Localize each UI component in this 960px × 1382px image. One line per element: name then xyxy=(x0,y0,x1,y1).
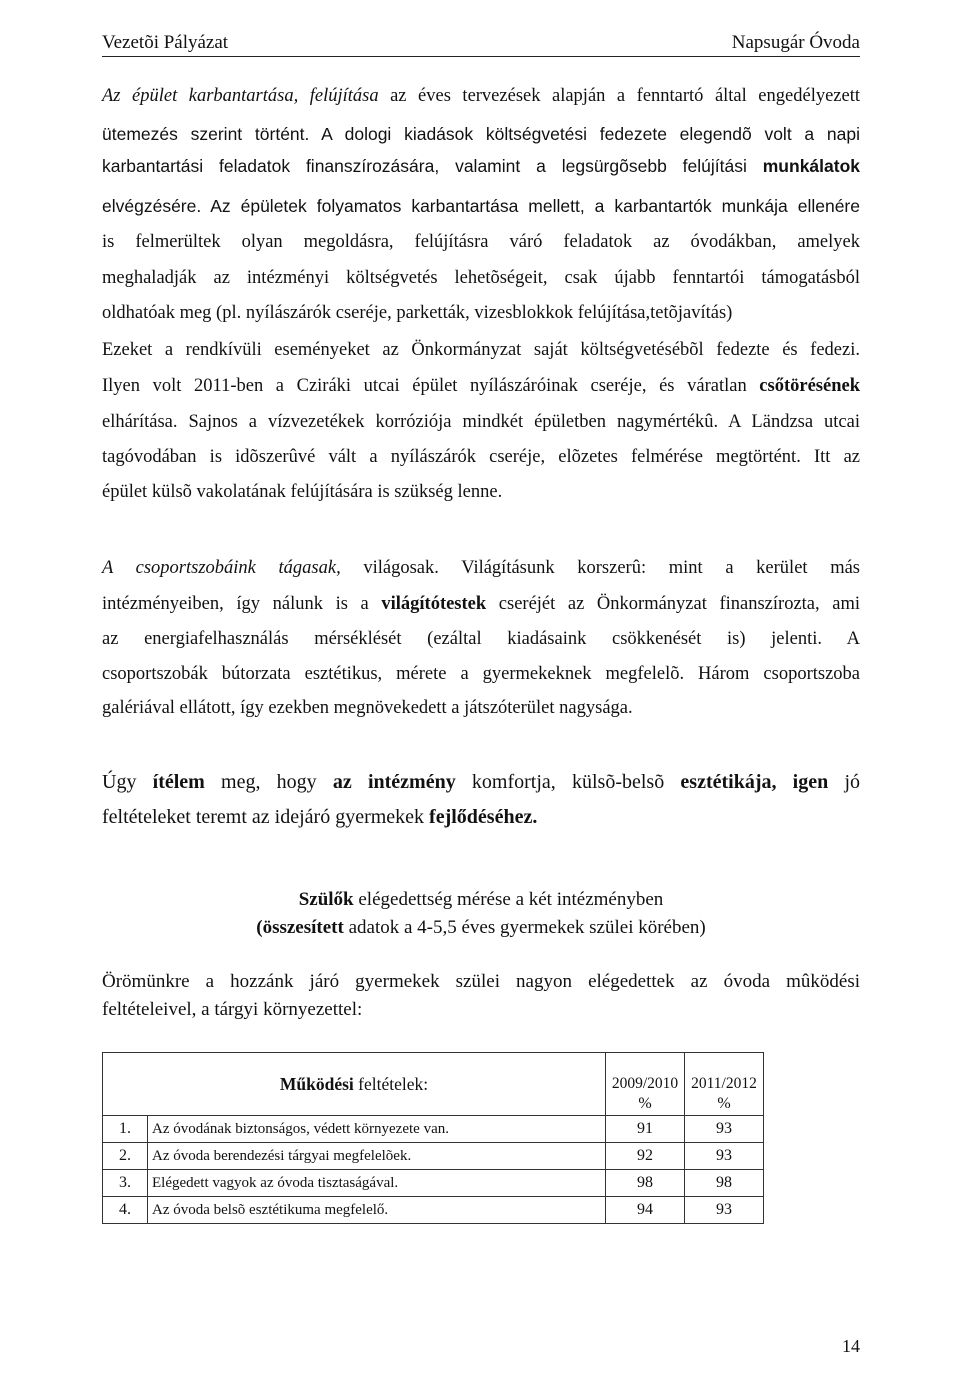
bold-span: (összesített xyxy=(256,917,344,938)
row-value-2009: 94 xyxy=(606,1197,685,1224)
text-span: adatok a 4-5,5 éves gyermekek szülei körében) xyxy=(343,917,706,938)
text-line: is felmerültek olyan megoldásra, felújításra váró feladatok az óvodákban, amelyek xyxy=(102,232,860,252)
bold-span: az intézmény xyxy=(332,771,456,793)
unit-cell: % xyxy=(685,1093,764,1116)
text-span: elégedettség mérése a két intézményben xyxy=(353,889,664,910)
text-line xyxy=(102,374,860,398)
text-span: cseréjét az Önkormányzat finanszírozta, ami xyxy=(486,594,860,614)
text-line: Örömünkre a hozzánk járó gyermekek szülei nagyon elégedettek az óvoda mûködési xyxy=(102,971,860,992)
text-line: elvégzésére. Az épületek folyamatos karbantartása mellett, a karbantartók munkája ellenére xyxy=(102,196,860,216)
text-span: az éves tervezések alapján a fenntartó által engedélyezett xyxy=(378,86,860,106)
text-line xyxy=(102,770,860,794)
text-line: csoportszobák bútorzata esztétikus, mérete a gyermekeknek megfelelõ. Három csoportszoba xyxy=(102,664,860,684)
text-line: feltételeivel, a tárgyi környezettel: xyxy=(102,999,363,1020)
table-row xyxy=(103,1143,764,1170)
bold-span: fejlődéséhez. xyxy=(429,806,538,828)
text-line xyxy=(102,556,860,580)
bold-span: esztétikája, igen xyxy=(680,771,829,793)
table-row xyxy=(103,1197,764,1224)
column-header-2009: 2009/2010 xyxy=(606,1053,685,1094)
unit-cell: % xyxy=(606,1093,685,1116)
row-value-2009: 98 xyxy=(606,1170,685,1197)
table-title-cell xyxy=(103,1053,606,1116)
text-line: Ezeket a rendkívüli eseményeket az Önkormányzat saját költségvetésébõl fedezte és fedezi. xyxy=(102,340,860,360)
text-span: világosak. Világításunk korszerû: mint a kerület más xyxy=(340,558,860,578)
bold-span: munkálatok xyxy=(762,156,860,176)
row-number: 3. xyxy=(103,1170,148,1197)
row-text: Az óvoda berendezési tárgyai megfelelõek. xyxy=(148,1143,606,1170)
text-line: oldhatóak meg (pl. nyílászárók cseréje, parketták, vizesblokkok felújítása,tetõjavítás) xyxy=(102,303,733,323)
column-header-2011: 2011/2012 xyxy=(685,1053,764,1094)
row-value-2011: 93 xyxy=(685,1116,764,1143)
text-span: komfortja, külsõ-belsõ xyxy=(455,771,681,793)
row-value-2011: 93 xyxy=(685,1197,764,1224)
text-line xyxy=(102,805,860,829)
heading-line xyxy=(102,916,860,940)
bold-span: csőtörésének xyxy=(759,376,860,396)
bold-span: Működési xyxy=(279,1073,354,1094)
row-text: Elégedett vagyok az óvoda tisztaságával. xyxy=(148,1170,606,1197)
text-span: feltételeket teremt az idejáró gyermekek xyxy=(102,806,430,828)
heading-line xyxy=(102,888,860,912)
text-line: az energiafelhasználás mérséklését (ezáltal kiadásaink csökkenését is) jelenti. A xyxy=(102,629,860,649)
text-line xyxy=(102,154,860,178)
text-line: ütemezés szerint történt. A dologi kiadások költségvetési fedezete elegendõ volt a napi xyxy=(102,124,860,144)
page-number: 14 xyxy=(842,1336,860,1356)
italic-lead: A csoportszobáink tágasak, xyxy=(102,558,341,578)
row-text: Az óvoda belsõ esztétikuma megfelelő. xyxy=(148,1197,606,1224)
table-row xyxy=(103,1116,764,1143)
row-text: Az óvodának biztonságos, védett környezete van. xyxy=(148,1116,606,1143)
text-span: jó xyxy=(828,771,861,793)
table-row xyxy=(103,1170,764,1197)
text-span: feltételek: xyxy=(353,1073,429,1094)
row-value-2011: 93 xyxy=(685,1143,764,1170)
text-span: intézményeiben, így nálunk is a xyxy=(102,594,382,614)
bold-span: világítótestek xyxy=(381,594,487,614)
page-header xyxy=(102,28,860,57)
header-right-title: Napsugár Óvoda xyxy=(731,32,860,53)
text-line xyxy=(102,592,860,616)
text-line: elhárítása. Sajnos a vízvezetékek korróziója mindkét épületben nagymértékû. A Ländzsa utcai xyxy=(102,412,860,432)
row-value-2009: 92 xyxy=(606,1143,685,1170)
row-number: 2. xyxy=(103,1143,148,1170)
text-line: meghaladják az intézményi költségvetés lehetõségeit, csak újabb fenntartói támogatásból xyxy=(102,268,860,288)
italic-lead: Az épület karbantartása, felújítása xyxy=(102,86,379,106)
table-header-row xyxy=(103,1053,764,1094)
row-value-2009: 91 xyxy=(606,1116,685,1143)
satisfaction-table xyxy=(102,1052,764,1224)
bold-span: ítélem xyxy=(152,771,205,793)
row-number: 1. xyxy=(103,1116,148,1143)
bold-span: Szülők xyxy=(298,889,354,910)
row-value-2011: 98 xyxy=(685,1170,764,1197)
row-number: 4. xyxy=(103,1197,148,1224)
text-span: Ilyen volt 2011-ben a Cziráki utcai épület nyílászáróinak cseréje, és váratlan xyxy=(102,376,760,396)
text-line: tagóvodában is idõszerûvé vált a nyílászárók cseréje, elõzetes felmérése megtörtént. Itt az xyxy=(102,447,860,467)
text-span: karbantartási feladatok finanszírozására, valamint a legsürgõsebb felújítási xyxy=(102,156,763,176)
text-line: épület külsõ vakolatának felújítására is szükség lenne. xyxy=(102,482,503,502)
text-line xyxy=(102,84,860,108)
text-span: Úgy xyxy=(102,771,153,793)
text-line: galériával ellátott, így ezekben megnövekedett a játszóterület nagysága. xyxy=(102,698,633,718)
text-span: meg, hogy xyxy=(204,771,333,793)
header-left-title: Vezetõi Pályázat xyxy=(102,32,229,53)
